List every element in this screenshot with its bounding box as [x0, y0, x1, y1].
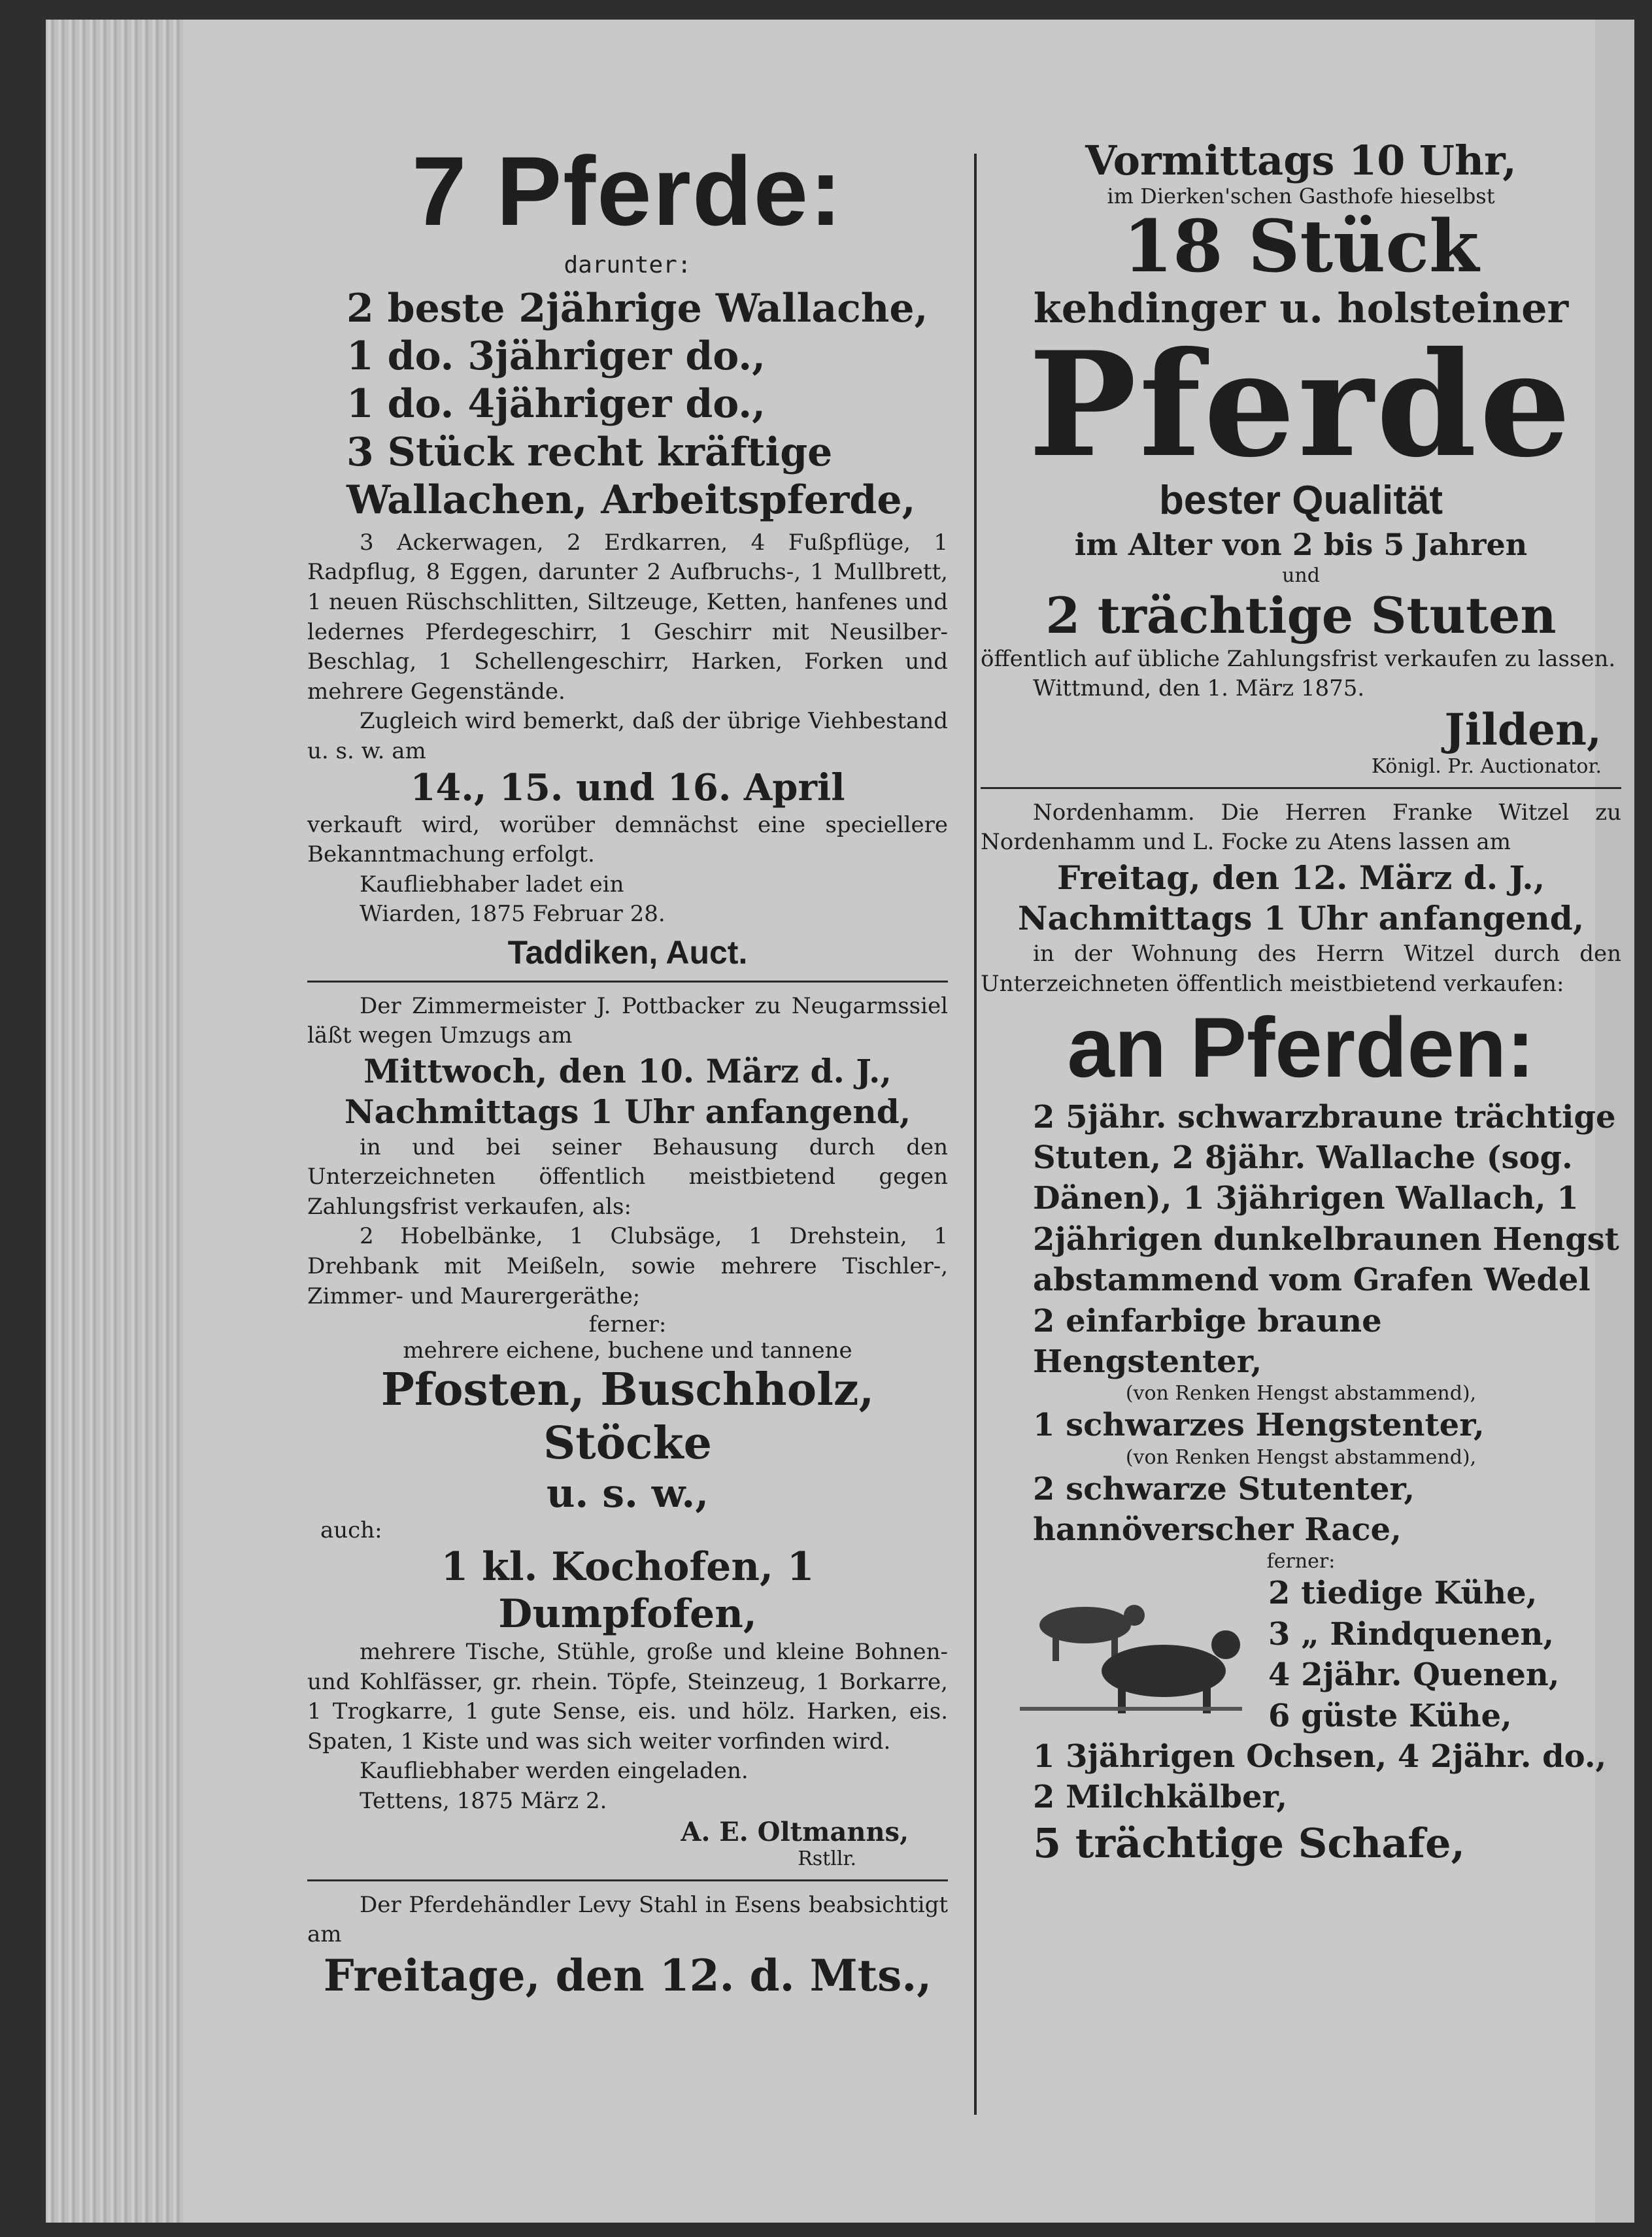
ferner-label: ferner: — [588, 1311, 667, 1338]
horse-item: 2 beste 2jährige Wallache, — [346, 286, 928, 331]
cattle-item: 6 güste Kühe, — [1268, 1697, 1512, 1734]
oven-heading: 1 kl. Kochofen, 1 Dumpfofen, — [441, 1544, 815, 1638]
horse-item: 2 schwarze Stutenter, hannöverscher Race, — [1033, 1470, 1415, 1549]
horse-item: 1 schwarzes Hengstenter, — [1033, 1407, 1485, 1444]
ad-separator — [981, 787, 1621, 789]
place-date: Tettens, 1875 März 2. — [360, 1787, 607, 1814]
horse-list — [346, 285, 948, 524]
sale-terms: öffentlich auf übliche Zahlungsfrist verkaufen zu lassen. — [981, 645, 1616, 672]
wood-heading: Pfosten, Buschholz, Stöcke — [380, 1364, 875, 1470]
horse-breed: kehdinger u. holsteiner — [1033, 284, 1569, 332]
und-label: und — [1282, 564, 1320, 588]
sale-date: Freitage, den 12. d. Mts., — [323, 1949, 932, 2001]
age-line: im Alter von 2 bis 5 Jahren — [1074, 526, 1528, 562]
ad-levy-stahl — [307, 1891, 948, 2002]
left-column — [307, 137, 948, 2198]
ad-title: Pferde — [1028, 320, 1574, 490]
ad-nordenhamm — [981, 798, 1621, 1868]
horse-item: 1 do. 3jähriger do., — [346, 333, 766, 380]
auctioneer-role: Königl. Pr. Auctionator. — [1371, 754, 1602, 778]
ad-title: an Pferden: — [1067, 1000, 1535, 1096]
auctioneer-signature: Jilden, — [1444, 703, 1602, 755]
oxen-line: 1 3jährigen Ochsen, 4 2jähr. do., — [1033, 1738, 1607, 1775]
ad-intro: Der Zimmermeister J. Pottbacker zu Neugarmssiel läßt wegen Umzugs am — [307, 992, 948, 1049]
horse-item: 1 do. 4jähriger do., — [346, 381, 766, 428]
horse-count: 18 Stück — [1122, 204, 1479, 289]
place-date: Wittmund, den 1. März 1875. — [1033, 675, 1365, 702]
sale-date: Freitag, den 12. März d. J., — [1056, 858, 1545, 897]
cattle-illustration-icon — [1007, 1579, 1255, 1723]
tool-list: 2 Hobelbänke, 1 Clubsäge, 1 Drehstein, 1 Drehbank mit Meißeln, sowie mehrere Tischler-, Zimmer- und Maurergeräthe; — [307, 1223, 948, 1309]
ad-intro: Nordenhamm. Die Herren Franke Witzel zu Nordenhamm und L. Focke zu Atens lassen am — [981, 799, 1621, 856]
wood-intro: mehrere eichene, buchene und tannene — [403, 1337, 852, 1364]
horse-item: 2 einfarbige braune Hengstenter, — [1033, 1302, 1382, 1380]
ad-title: 7 Pferde: — [412, 136, 843, 246]
ad-pottbacker — [307, 992, 948, 1870]
announcement-note: verkauft wird, worüber demnächst eine speciellere Bekanntmachung erfolgt. — [307, 811, 948, 868]
wood-heading-cont: u. s. w., — [546, 1471, 709, 1517]
sale-time: Nachmittags 1 Uhr anfangend, — [1017, 899, 1585, 938]
livestock-note: Zugleich wird bemerkt, daß der übrige Viehbestand u. s. w. am — [307, 708, 948, 764]
sale-terms: in und bei seiner Behausung durch den Unterzeichneten öffentlich meistbietend gegen Zahlungsfrist verkaufen, als: — [307, 1134, 948, 1220]
sale-terms: in der Wohnung des Herrn Witzel durch den Unterzeichneten öffentlich meistbietend verkaufen: — [981, 940, 1621, 997]
sale-place: im Dierken'schen Gasthofe hieselbst — [1107, 184, 1495, 209]
column-divider — [974, 154, 977, 2115]
seller-role: Rstllr. — [798, 1847, 856, 1870]
cattle-item: 3 „ Rindquenen, — [1268, 1615, 1555, 1653]
ad-separator — [307, 981, 948, 983]
page-edges — [46, 20, 183, 2223]
horse-item-note: (von Renken Hengst abstammend), — [1125, 1382, 1477, 1405]
ad-seven-horses — [307, 137, 948, 971]
right-column — [981, 137, 1621, 2198]
sheep-line: 5 trächtige Schafe, — [1033, 1819, 1466, 1867]
cattle-item: 2 tiedige Kühe, — [1268, 1575, 1538, 1612]
horse-item: Wallachen, Arbeitspferde, — [346, 477, 916, 523]
quality-line: bester Qualität — [1158, 478, 1443, 524]
seller-signature: A. E. Oltmanns, — [681, 1816, 909, 1847]
sale-time: Nachmittags 1 Uhr anfangend, — [344, 1092, 911, 1132]
horse-list: 2 5jähr. schwarzbraune trächtige Stuten, 2 8jähr. Wallache (sog. Dänen), 1 3jährigen Wallach, 1 2jährigen dunkelbraunen Hengst abstammend vom Grafen Wedel — [1033, 1098, 1619, 1299]
household-list: mehrere Tische, Stühle, große und kleine Bohnen- und Kohlfässer, gr. rhein. Töpfe, Steinzeug, 1 Borkarre, 1 Trogkarre, 1 gute Sense, eis. und hölz. Harken, eis. Spaten, 1 Kiste und was sich weiter vorfinden wird. — [307, 1639, 948, 1755]
ad-intro: Der Pferdehändler Levy Stahl in Esens beabsichtigt am — [307, 1891, 948, 1948]
auctioneer-signature: Taddiken, Auct. — [507, 933, 748, 971]
auch-label: auch: — [320, 1517, 382, 1544]
calves-line: 2 Milchkälber, — [1033, 1779, 1288, 1816]
cattle-block — [981, 1573, 1621, 1736]
invitation: Kaufliebhaber werden eingeladen. — [360, 1758, 749, 1785]
horse-item-note: (von Renken Hengst abstammend), — [1125, 1445, 1477, 1469]
mares-line: 2 trächtige Stuten — [1045, 586, 1557, 645]
cattle-item: 4 2jähr. Quenen, — [1268, 1657, 1560, 1694]
equipment-list: 3 Ackerwagen, 2 Erdkarren, 4 Fußpflüge, 1 Radpflug, 8 Eggen, darunter 2 Aufbruchs-, 1 Mullbrett, 1 neuen Rüschschlitten, Siltzeuge, Ketten, hanfenes und ledernes Pferdegeschirr, 1 Geschirr mit Neusilber-Beschlag, 1 Schellengeschirr, Harken, Forken und mehrere Gegenstände. — [307, 529, 948, 705]
darunter-label: darunter: — [564, 252, 692, 278]
place-date: Wiarden, 1875 Februar 28. — [360, 901, 666, 928]
ferner-label: ferner: — [1266, 1550, 1336, 1573]
sale-dates: 14., 15. und 16. April — [410, 766, 845, 810]
horse-item: 3 Stück recht kräftige — [346, 429, 833, 475]
sale-date: Mittwoch, den 10. März d. J., — [363, 1051, 892, 1090]
invitation: Kaufliebhaber ladet ein — [360, 871, 624, 898]
ad-separator — [307, 1879, 948, 1881]
ad-kehdinger-horses — [981, 137, 1621, 778]
sale-time: Vormittags 10 Uhr, — [1085, 137, 1517, 184]
